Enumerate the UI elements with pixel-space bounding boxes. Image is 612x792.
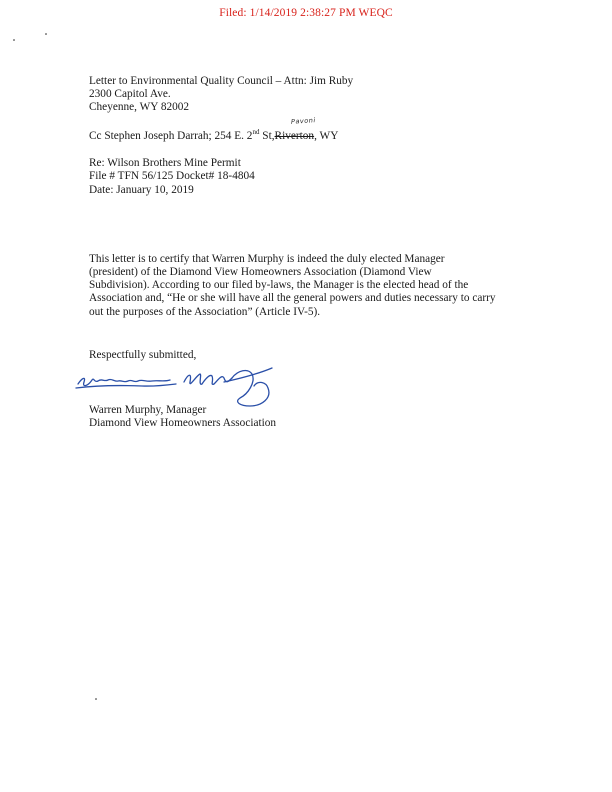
cc-state: , WY: [314, 130, 339, 142]
signer-organization: Diamond View Homeowners Association: [89, 417, 277, 429]
body-line: Association and, “He or she will have all the general powers and duties necessary to carry: [89, 292, 496, 304]
recipient-city: Cheyenne, WY 82002: [89, 101, 190, 113]
recipient-line: Letter to Environmental Quality Council – Attn: Jim Ruby: [89, 75, 354, 87]
scan-speck: [13, 39, 15, 41]
file-docket-line: File # TFN 56/125 Docket# 18-4804: [89, 170, 255, 182]
signer-name-title: Warren Murphy, Manager: [89, 404, 207, 416]
cc-line: [89, 130, 338, 143]
cc-prefix: Cc Stephen Joseph Darrah; 254 E. 2: [89, 130, 253, 142]
scan-speck: [95, 698, 97, 700]
body-line: This letter is to certify that Warren Murphy is indeed the duly elected Manager: [89, 253, 445, 265]
filed-stamp: Filed: 1/14/2019 2:38:27 PM WEQC: [219, 7, 393, 19]
handwritten-correction: Pavo‍ni: [290, 116, 316, 126]
recipient-street: 2300 Capitol Ave.: [89, 88, 171, 100]
body-line: Subdivision). According to our filed by-laws, the Manager is the elected head of the: [89, 279, 469, 291]
struck-city: Riverton: [274, 130, 315, 142]
cc-street-suffix: St,: [259, 130, 275, 142]
scan-speck: [45, 33, 47, 35]
re-line: Re: Wilson Brothers Mine Permit: [89, 157, 241, 169]
closing-salutation: Respectfully submitted,: [89, 349, 197, 361]
signature-text: Warren Murphy: [72, 414, 79, 415]
body-line: (president) of the Diamond View Homeowners Association (Diamond View: [89, 266, 432, 278]
date-line: Date: January 10, 2019: [89, 184, 194, 196]
body-line: out the purposes of the Association” (Article IV-5).: [89, 306, 321, 318]
cc-ordinal: nd: [252, 128, 260, 137]
